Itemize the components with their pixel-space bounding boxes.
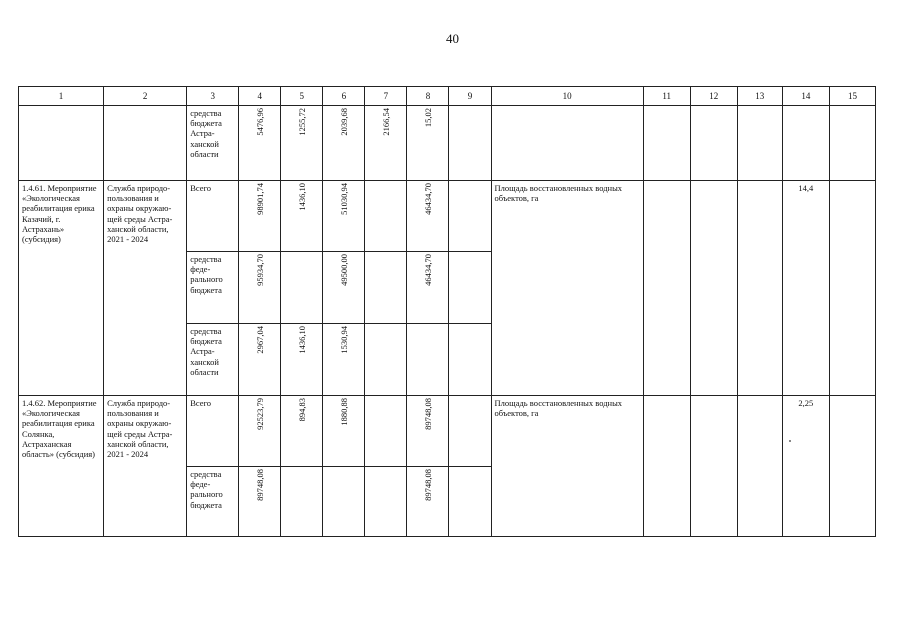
- scan-speck: [789, 440, 791, 442]
- column-number: 9: [449, 87, 491, 106]
- amount-2022: 51030,94: [338, 183, 349, 215]
- amount-2022: 1880,88: [338, 398, 349, 426]
- amount-2024: 89748,08: [422, 398, 433, 430]
- funding-source: средства феде-рального бюджета: [187, 467, 239, 537]
- column-number: 11: [643, 87, 690, 106]
- indicator-value: 14,4: [782, 181, 829, 396]
- column-number: 3: [187, 87, 239, 106]
- amount-total: 89748,08: [254, 469, 265, 501]
- indicator-name: Площадь восстановленных водных объектов, га: [491, 181, 643, 396]
- column-number: 5: [281, 87, 323, 106]
- table-row: [19, 181, 876, 252]
- column-number: 13: [737, 87, 782, 106]
- column-number: 14: [782, 87, 829, 106]
- funding-source: средства феде-рального бюджета: [187, 252, 239, 324]
- column-number: 8: [407, 87, 449, 106]
- amount-2022: 49500,00: [338, 254, 349, 286]
- activity-title: 1.4.62. Мероприятие «Экологическая реабилитация ерика Солянка, Астраханская область» (субсидия): [19, 396, 104, 537]
- activity-executor: Служба природо-пользования и охраны окружаю-щей среды Астра-ханской области, 2021 - 2024: [104, 181, 187, 396]
- amount-total: 98901,74: [254, 183, 265, 215]
- amount-2022: 1530,94: [338, 326, 349, 354]
- amount-2024: 89748,08: [422, 469, 433, 501]
- amount-2022: 2039,68: [338, 108, 349, 136]
- amount-2024: 46434,70: [422, 183, 433, 215]
- amount-2024: 46434,70: [422, 254, 433, 286]
- column-number: 4: [239, 87, 281, 106]
- indicator-value: 2,25: [782, 396, 829, 537]
- amount-2021: 894,83: [296, 398, 307, 422]
- header-row: [19, 87, 876, 106]
- amount-total: 95934,70: [254, 254, 265, 286]
- amount-2021: 1436,10: [296, 183, 307, 211]
- activity-title: 1.4.61. Мероприятие «Экологическая реабилитация ерика Казачий, г. Астрахань» (субсидия): [19, 181, 104, 396]
- column-number: 6: [323, 87, 365, 106]
- activity-executor: Служба природо-пользования и охраны окружаю-щей среды Астра-ханской области, 2021 - 2024: [104, 396, 187, 537]
- column-number: 10: [491, 87, 643, 106]
- amount-total: 2967,04: [254, 326, 265, 354]
- amount-2024: 15,02: [422, 108, 433, 128]
- table-row: [19, 106, 876, 181]
- column-number: 7: [365, 87, 407, 106]
- page-number: 40: [446, 31, 459, 46]
- program-activities-table: [18, 86, 876, 537]
- column-number: 2: [104, 87, 187, 106]
- column-number: 15: [829, 87, 875, 106]
- amount-2021: 1255,72: [296, 108, 307, 136]
- column-number: 12: [690, 87, 737, 106]
- amount-2021: 1436,10: [296, 326, 307, 354]
- indicator-name: Площадь восстановленных водных объектов, га: [491, 396, 643, 537]
- amount-total: 5476,96: [254, 108, 265, 136]
- amount-total: 92523,79: [254, 398, 265, 430]
- table-row: [19, 396, 876, 467]
- funding-source: средства бюджета Астра-ханской области: [187, 106, 239, 181]
- amount-2023: 2166,54: [380, 108, 391, 136]
- funding-source: средства бюджета Астра-ханской области: [187, 324, 239, 396]
- column-number: 1: [19, 87, 104, 106]
- funding-source: Всего: [187, 181, 239, 252]
- funding-source: Всего: [187, 396, 239, 467]
